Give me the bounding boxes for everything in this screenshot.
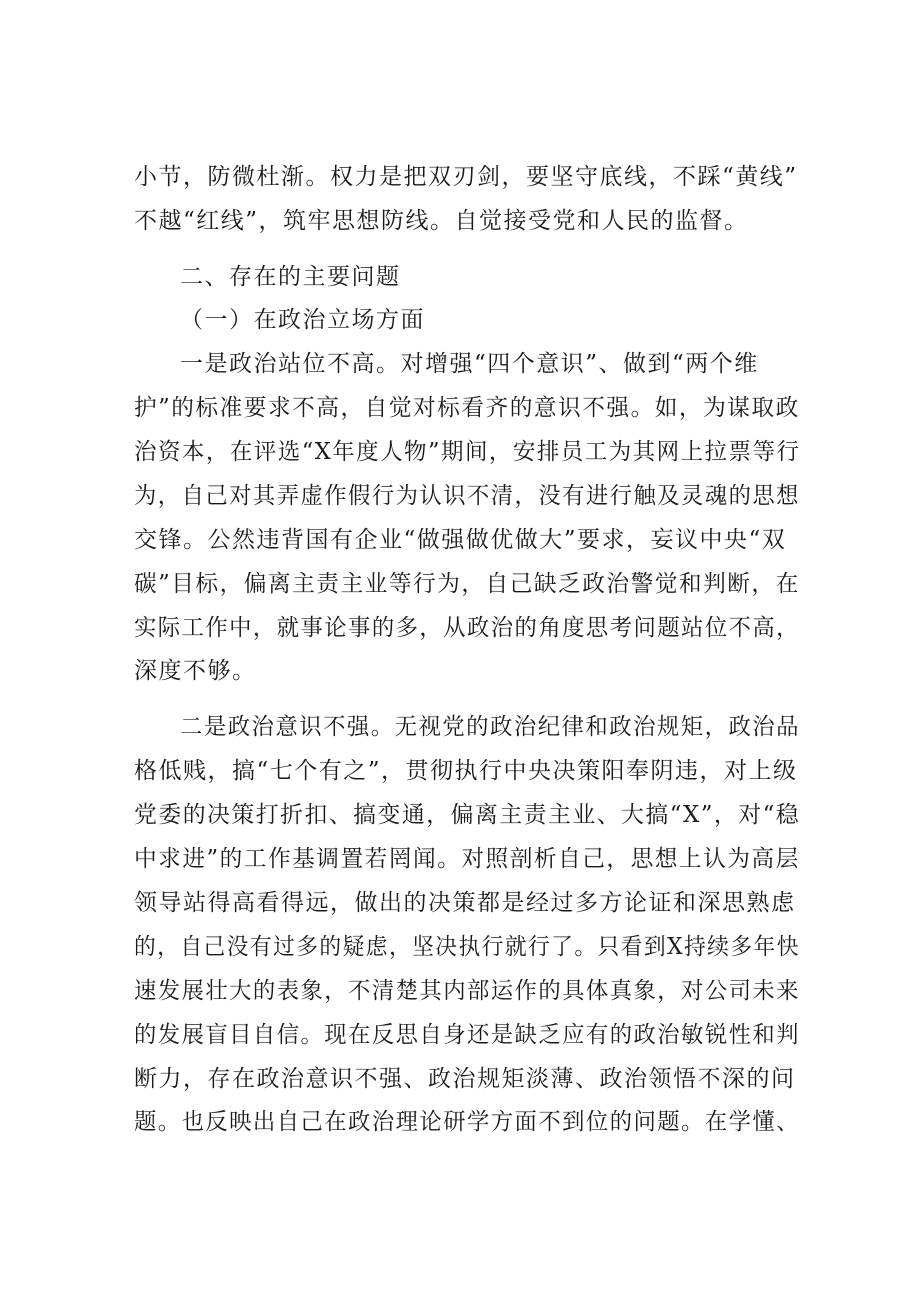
- paragraph-line: 护”的标准要求不高，自觉对标看齐的意识不强。如，为谋取政: [134, 395, 800, 421]
- paragraph-line: 深度不够。: [134, 658, 257, 684]
- paragraph-line: 领导站得高看得远，做出的决策都是经过多方论证和深思熟虑: [134, 890, 796, 916]
- paragraph-line: 为，自己对其弄虚作假行为认识不清，没有进行触及灵魂的思想: [134, 483, 800, 509]
- paragraph-line: 断力，存在政治意识不强、政治规矩淡薄、政治领悟不深的问: [134, 1066, 796, 1092]
- paragraph-line: 的发展盲目自信。现在反思自身还是缺乏应有的政治敏锐性和判: [134, 1022, 800, 1048]
- paragraph-line: 党委的决策打折扣、搞变通，偏离主责主业、大搞“X”，对“稳: [134, 802, 801, 828]
- paragraph-line: 的，自己没有过多的疑虑，坚决执行就行了。只看到X持续多年快: [134, 934, 800, 960]
- subsection-heading: （一）在政治立场方面: [180, 307, 425, 333]
- paragraph-line: 不越“红线”，筑牢思想防线。自觉接受党和人民的监督。: [134, 208, 749, 234]
- paragraph-line: 速发展壮大的表象，不清楚其内部运作的具体真象，对公司未来: [134, 978, 800, 1004]
- paragraph-line: 交锋。公然违背国有企业“做强做优做大”要求，妄议中央“双: [134, 527, 787, 553]
- paragraph-line: 中求进”的工作基调置若罔闻。对照剖析自己，思想上认为高层: [134, 846, 800, 872]
- paragraph-line: 一是政治站位不高。对增强“四个意识”、做到“两个维: [180, 351, 759, 377]
- section-heading: 二、存在的主要问题: [180, 264, 401, 290]
- paragraph-line: 小节，防微杜渐。权力是把双刃剑，要坚守底线，不踩“黄线”: [134, 164, 798, 190]
- paragraph-line: 实际工作中，就事论事的多，从政治的角度思考问题站位不高，: [134, 615, 800, 641]
- paragraph-line: 治资本，在评选“X年度人物”期间，安排员工为其网上拉票等行: [134, 439, 801, 465]
- paragraph-line: 格低贱，搞“七个有之”，贯彻执行中央决策阳奉阴违，对上级: [134, 758, 798, 784]
- paragraph-line: 题。也反映出自己在政治理论研学方面不到位的问题。在学懂、: [134, 1109, 800, 1135]
- paragraph-line: 二是政治意识不强。无视党的政治纪律和政治规矩，政治品: [180, 714, 800, 740]
- paragraph-line: 碳”目标，偏离主责主业等行为，自己缺乏政治警觉和判断，在: [134, 571, 800, 597]
